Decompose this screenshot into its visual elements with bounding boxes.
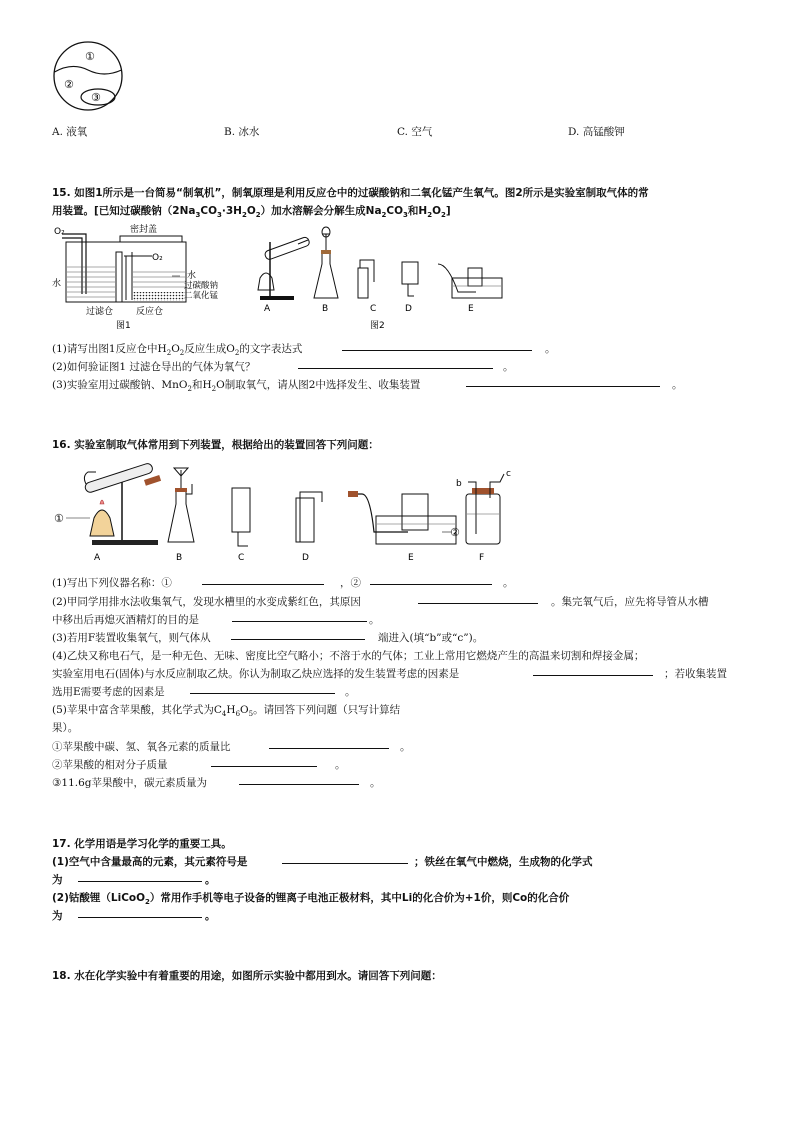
apparatus-d: [402, 262, 418, 314]
q16-apparatus-figure: [52, 454, 532, 566]
q16-part5-q3-end: 。: [370, 777, 381, 789]
fig1-filter-label: 过滤仓: [86, 307, 114, 317]
q17-part2-line2: 为: [52, 910, 63, 922]
q17-part2: (2)钴酸锂（LiCoO$_2$）常用作手机等电子设备的锂离子电池正极材料，其中Li的化合价为+1价，则Co的化合价: [52, 892, 570, 907]
q16-title: 16. 实验室制取气体常用到下列装置，根据给出的装置回答下列问题：: [52, 439, 379, 451]
q16-port-b: b: [456, 479, 462, 489]
option-c: C. 空气: [397, 126, 433, 138]
q16-part5: (5)苹果中富含苹果酸，其化学式为$C_4H_6O_5$。请回答下列问题（只写计算结: [52, 704, 401, 719]
fig2-label-e: E: [468, 304, 474, 314]
q17-answer-1b[interactable]: [78, 871, 202, 882]
fig1-water-side-label: 水: [52, 279, 62, 289]
venn-label-1: ①: [85, 50, 95, 63]
q16-port-c: c: [506, 469, 511, 479]
q17-part1-line2: 为: [52, 874, 63, 886]
q17-answer-2[interactable]: [78, 907, 202, 918]
q16-part4-line2: 实验室用电石(固体)与水反应制取乙炔。你认为制取乙炔应选择的发生装置考虑的因素是: [52, 668, 460, 680]
q16-label-a: A: [94, 553, 101, 563]
q16-part4-end: 。: [345, 686, 356, 698]
q16-part3: (3)若用F装置收集氧气，则气体从: [52, 632, 211, 644]
q17-part1-mid: ；铁丝在氧气中燃烧，生成物的化学式: [414, 856, 593, 868]
q18-title: 18. 水在化学实验中有着重要的用途，如图所示实验中都用到水。请回答下列问题：: [52, 970, 442, 982]
q16-part5-q2-end: 。: [335, 759, 346, 771]
q16-answer-4b[interactable]: [190, 683, 335, 694]
q17-title: 17. 化学用语是学习化学的重要工具。: [52, 838, 232, 850]
q16-answer-4a[interactable]: [533, 665, 653, 676]
q16-part1-mid: ，②: [340, 577, 361, 589]
apparatus-c: [358, 260, 376, 314]
q16-part3-end: 端进入(填“b”或“c”)。: [378, 632, 484, 644]
fig1-lid-label: 密封盖: [130, 225, 158, 235]
q16-circle-1: ①: [54, 512, 64, 525]
q16-part5-line2: 果）。: [52, 722, 79, 734]
q16-answer-5b[interactable]: [211, 756, 317, 767]
q16-answer-2b[interactable]: [232, 611, 367, 622]
q16-part4-mid: ；若收集装置: [664, 668, 727, 680]
q16-label-d: D: [302, 553, 309, 563]
q17-answer-1a[interactable]: [282, 853, 408, 864]
q15-part2-end: 。: [503, 361, 514, 373]
q15-part1: (1)请写出图1反应仓中$H_2O_2$反应生成$O_2$的文字表达式: [52, 343, 303, 358]
apparatus-a: [54, 462, 161, 563]
q16-part2-end: 。: [369, 614, 380, 626]
fig1-o2-out-label: O₂: [54, 227, 65, 237]
q15-part3: (3)实验室用过碳酸钠、MnO$_2$和$H_2O$制取氧气，请从图2中选择发生、收集装置: [52, 379, 421, 394]
q15-answer-2[interactable]: [298, 358, 493, 369]
fig2-label-d: D: [405, 304, 412, 314]
figure-2-apparatus: [242, 222, 517, 332]
apparatus-a: [258, 236, 310, 314]
q15-part1-end: 。: [545, 343, 556, 355]
q17-part2-end: 。: [205, 910, 216, 922]
q16-answer-2a[interactable]: [418, 593, 538, 604]
q15-part2: (2)如何验证图1 过滤仓导出的气体为氧气？: [52, 361, 256, 373]
apparatus-d: [296, 492, 322, 563]
fig1-reactor-label: 反应仓: [136, 307, 164, 317]
q15-part3-end: 。: [672, 379, 683, 391]
figure-1-oxygen-generator: [52, 222, 232, 332]
q16-part5-q1: ①苹果酸中碳、氢、氧各元素的质量比: [52, 741, 231, 753]
apparatus-c: [232, 488, 250, 563]
q16-part4-line1: (4)乙炔又称电石气，是一种无色、无味、密度比空气略小；不溶于水的气体；工业上常用它燃烧产生的高温来切割和焊接金属；: [52, 650, 645, 662]
q16-label-c: C: [238, 553, 245, 563]
venn-diagram: [52, 40, 124, 112]
q16-part4-line3: 选用E需要考虑的因素是: [52, 686, 165, 698]
venn-label-2: ②: [64, 78, 74, 91]
q16-part2-line2: 中移出后再熄灭酒精灯的目的是: [52, 614, 199, 626]
q17-part1: (1)空气中含量最高的元素，其元素符号是: [52, 856, 248, 868]
q16-label-f: F: [479, 553, 485, 563]
q16-answer-3[interactable]: [231, 629, 365, 640]
q16-answer-5a[interactable]: [269, 738, 389, 749]
option-d: D. 高锰酸钾: [568, 126, 625, 138]
q16-part1-end: 。: [503, 577, 514, 589]
apparatus-b: [168, 468, 194, 563]
q16-part1: (1)写出下列仪器名称：①: [52, 577, 172, 589]
fig2-label-a: A: [264, 304, 271, 314]
fig2-label-b: B: [322, 304, 329, 314]
fig1-percarbonate-label: 过碳酸钠: [184, 281, 219, 291]
apparatus-e: [438, 264, 502, 314]
fig1-water-label: 水: [187, 271, 197, 281]
q16-answer-1a[interactable]: [202, 574, 324, 585]
fig2-label-c: C: [370, 304, 377, 314]
q17-part1-end: 。: [205, 874, 216, 886]
q16-part2-mid: 。集完氧气后，应先将导管从水槽: [551, 596, 709, 608]
q15-answer-3[interactable]: [466, 376, 660, 387]
fig1-o2-in-label: O₂: [152, 253, 163, 263]
apparatus-e: [348, 491, 460, 563]
q16-part5-q3: ③11.6g苹果酸中，碳元素质量为: [52, 777, 208, 789]
q16-part5-q2: ②苹果酸的相对分子质量: [52, 759, 168, 771]
q16-answer-5c[interactable]: [239, 774, 359, 785]
fig1-caption: 图1: [116, 321, 131, 331]
fig2-caption: 图2: [370, 321, 385, 331]
option-b: B. 冰水: [224, 126, 260, 138]
q15-title-line2: 用装置。[已知过碳酸钠$(2Na_3CO_3\cdot 3H_2O_2)$加水溶解会分解生成$Na_2CO_3$和$H_2O_2$]: [52, 205, 451, 220]
apparatus-f: [456, 469, 511, 563]
q16-part2: (2)甲同学用排水法收集氧气，发现水槽里的水变成紫红色，其原因: [52, 596, 361, 608]
q15-answer-1[interactable]: [342, 340, 532, 351]
q16-part5-q1-end: 。: [400, 741, 411, 753]
q16-answer-1b[interactable]: [370, 574, 492, 585]
venn-label-3: ③: [91, 91, 101, 104]
q16-label-b: B: [176, 553, 183, 563]
q16-label-e: E: [408, 553, 414, 563]
q16-circle-2: ②: [450, 526, 460, 539]
q15-title-line1: 15. 如图1所示是一台简易“制氧机”，制氧原理是利用反应仓中的过碳酸钠和二氧化锰产生氧气。图2所示是实验室制取气体的常: [52, 187, 649, 199]
fig1-mno2-label: 二氧化锰: [184, 291, 219, 301]
option-a: A. 液氧: [52, 126, 88, 138]
apparatus-b: [314, 227, 338, 314]
